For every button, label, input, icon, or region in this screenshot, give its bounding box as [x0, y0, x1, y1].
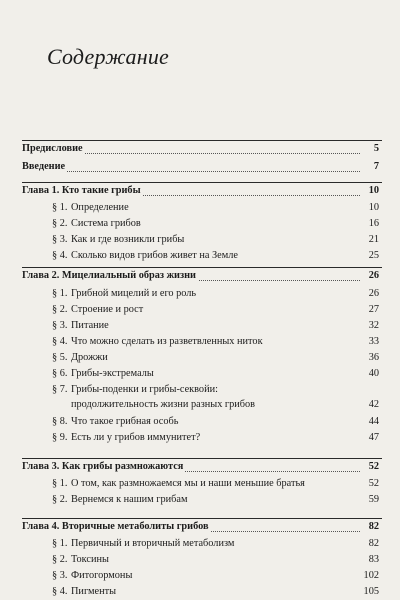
toc-page-number: 10 [368, 185, 379, 196]
toc-entry-label: Глава 1. Кто такие грибы [22, 183, 143, 199]
toc-section [22, 350, 382, 366]
toc-section-title: Как и где возникли грибы [71, 234, 185, 245]
page-title: Содержание [47, 44, 170, 69]
toc-section-title: Определение [71, 202, 129, 213]
toc-entry-label: Глава 4. Вторичные метаболиты грибов [22, 519, 211, 535]
toc-page-number: 25 [368, 250, 379, 261]
toc-page-number: 105 [363, 586, 379, 597]
toc-section-number: § 1. [52, 202, 68, 213]
toc-page-number: 33 [368, 336, 379, 347]
toc-page-number: 26 [368, 288, 379, 299]
toc-section [22, 476, 382, 492]
toc-section-title: Система грибов [71, 218, 141, 229]
toc-section-title: Пигменты [71, 586, 117, 597]
toc-page-number: 44 [368, 416, 379, 427]
toc-section [22, 216, 382, 232]
toc-section-title: Сколько видов грибов живет на Земле [71, 250, 238, 261]
toc-section [22, 568, 382, 584]
toc-section-title: Фитогормоны [71, 570, 133, 581]
toc-section-title: Что такое грибная особь [71, 416, 179, 427]
toc-page-number: 82 [368, 538, 379, 549]
toc-section-number: § 8. [52, 416, 68, 427]
toc-section [22, 286, 382, 302]
toc-section [22, 200, 382, 216]
toc-page-number: 32 [368, 320, 379, 331]
toc-page-number: 82 [368, 521, 379, 532]
toc-page-number: 59 [368, 494, 379, 505]
toc-section [22, 318, 382, 334]
toc-section-title: Питание [71, 320, 109, 331]
toc-section-title: Токсины [71, 554, 109, 565]
toc-page-number: 16 [368, 218, 379, 229]
toc-page-number: 52 [368, 478, 379, 489]
toc-front-entry [22, 140, 382, 157]
toc-section-number: § 3. [52, 320, 68, 331]
toc-page-number: 27 [368, 304, 379, 315]
toc-section-number: § 2. [52, 494, 68, 505]
toc-section-number: § 4. [52, 586, 68, 597]
toc-chapter [22, 518, 382, 535]
toc-page-number: 5 [373, 143, 379, 154]
toc-section [22, 552, 382, 568]
toc-section-number: § 7. [52, 384, 68, 395]
toc-front-entry [22, 159, 382, 175]
toc-section-number: § 3. [52, 570, 68, 581]
toc-section-title-continued: продолжительность жизни разных грибов [71, 399, 256, 410]
toc-section-title: Есть ли у грибов иммунитет? [71, 432, 201, 443]
toc-section-number: § 2. [52, 304, 68, 315]
toc-section [22, 536, 382, 552]
toc-section-number: § 1. [52, 478, 68, 489]
toc-section [22, 492, 382, 508]
toc-section-title: Строение и рост [71, 304, 144, 315]
toc-page-number: 47 [368, 432, 379, 443]
toc-section-title: Что можно сделать из разветвленных ниток [71, 336, 263, 347]
toc-section [22, 584, 382, 600]
toc-section-number: § 6. [52, 368, 68, 379]
toc-section-number: § 4. [52, 250, 68, 261]
toc-page-number: 10 [368, 202, 379, 213]
toc-entry-label: Глава 3. Как грибы размножаются [22, 459, 185, 475]
toc-section [22, 248, 382, 264]
toc-page-number: 26 [368, 270, 379, 281]
toc-section-number: § 4. [52, 336, 68, 347]
toc-section [22, 382, 382, 413]
toc-entry-label: Введение [22, 159, 67, 175]
toc-section-title: Грибы-поденки и грибы-секвойи: [71, 384, 218, 395]
toc-page-number: 7 [373, 161, 379, 172]
toc-chapter [22, 182, 382, 199]
toc-section-number: § 1. [52, 288, 68, 299]
toc-entry-label: Предисловие [22, 141, 85, 157]
toc-page-number: 42 [368, 399, 379, 410]
toc-section-title: Грибы-экстремалы [71, 368, 154, 379]
toc-section-title: О том, как размножаемся мы и наши меньшие братья [71, 478, 305, 489]
toc-section-number: § 9. [52, 432, 68, 443]
toc-page-number: 102 [363, 570, 379, 581]
toc-chapter [22, 267, 382, 284]
toc-section [22, 366, 382, 382]
toc-section-number: § 2. [52, 554, 68, 565]
toc-page-number: 21 [368, 234, 379, 245]
toc-page-number: 52 [368, 461, 379, 472]
toc-page-number: 40 [368, 368, 379, 379]
toc-page-number: 36 [368, 352, 379, 363]
toc-section-title: Дрожжи [71, 352, 108, 363]
toc-section-title: Первичный и вторичный метаболизм [71, 538, 235, 549]
toc-section-number: § 3. [52, 234, 68, 245]
toc-section-title: Вернемся к нашим грибам [71, 494, 188, 505]
toc-section-title: Грибной мицелий и его роль [71, 288, 197, 299]
toc-section-number: § 1. [52, 538, 68, 549]
toc-section [22, 414, 382, 430]
toc-entry-label: Глава 2. Мицелиальный образ жизни [22, 268, 198, 284]
toc-chapter [22, 458, 382, 475]
toc-page-number: 83 [368, 554, 379, 565]
toc-section-number: § 5. [52, 352, 68, 363]
toc-section [22, 334, 382, 350]
toc-section [22, 302, 382, 318]
toc-section [22, 430, 382, 446]
toc-section [22, 232, 382, 248]
toc-section-number: § 2. [52, 218, 68, 229]
